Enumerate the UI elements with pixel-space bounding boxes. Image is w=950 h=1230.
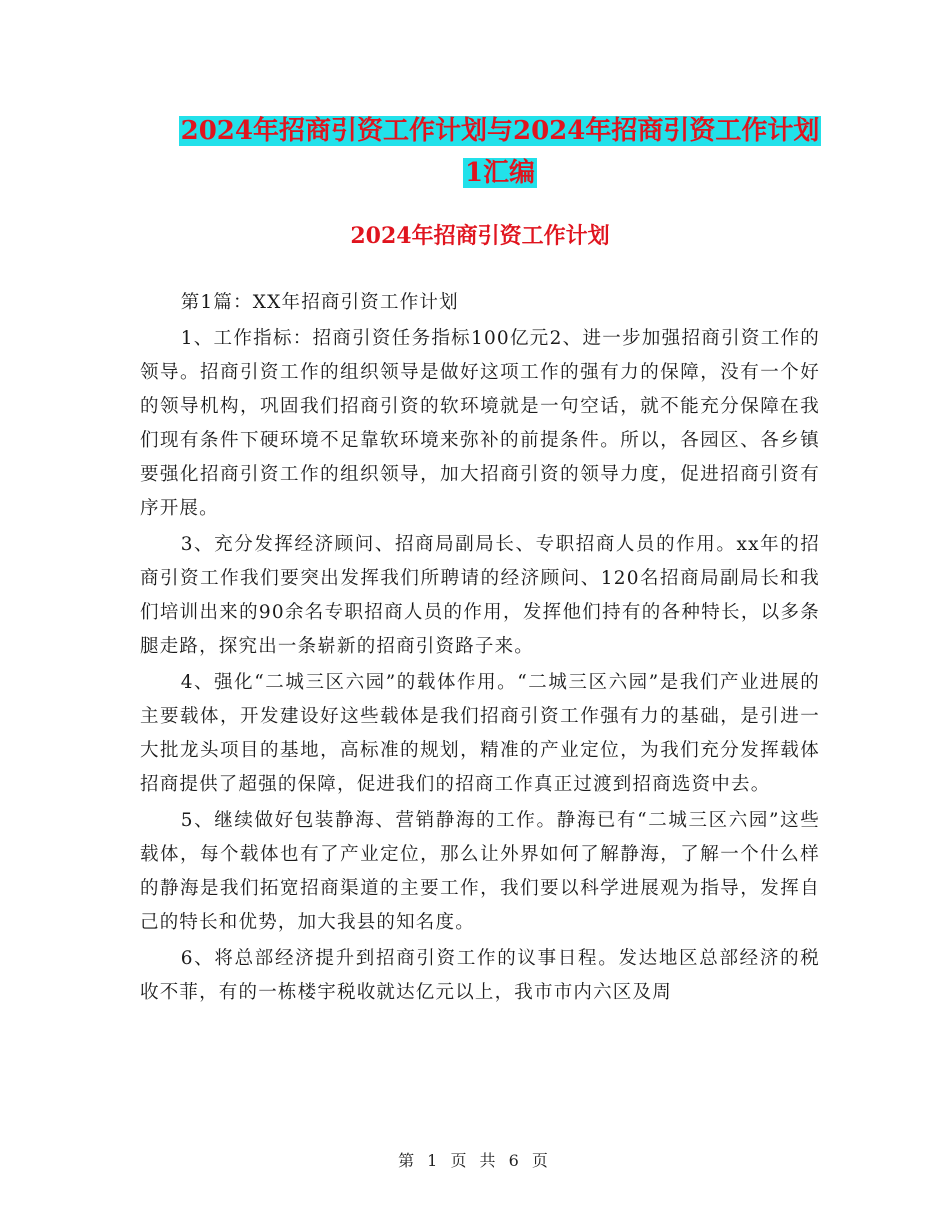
title-line-2: 1汇编 xyxy=(464,158,536,188)
section-title: 2024年招商引资工作计划 xyxy=(350,223,610,249)
paragraph: 5、继续做好包装静海、营销静海的工作。静海已有“二城三区六园”这些载体，每个载体也有了产业定位，那么让外界如何了解静海，了解一个什么样的静海是我们拓宽招商渠道的主要工作，我们要以科学进展观为指导，发挥自己的特长和优势，加大我县的知名度。 xyxy=(140,810,820,933)
paragraph: 1、工作指标：招商引资任务指标100亿元2、进一步加强招商引资工作的领导。招商引资工作的组织领导是做好这项工作的强有力的保障，没有一个好的领导机构，巩固我们招商引资的软环境就是一句空话，就不能充分保障在我们现有条件下硬环境不足靠软环境来弥补的前提条件。所以，各园区、各乡镇要强化招商引资工作的组织领导，加大招商引资的领导力度，促进招商引资有序开展。 xyxy=(140,328,820,519)
paragraph: 6、将总部经济提升到招商引资工作的议事日程。发达地区总部经济的税收不菲，有的一栋楼宇税收就达亿元以上，我市市内六区及周 xyxy=(140,948,820,1003)
paragraph: 4、强化“二城三区六园”的载体作用。“二城三区六园”是我们产业进展的主要载体，开发建设好这些载体是我们招商引资工作强有力的基础，是引进一大批龙头项目的基地，高标准的规划，精准的产业定位，为我们充分发挥载体招商提供了超强的保障，促进我们的招商工作真正过渡到招商选资中去。 xyxy=(140,672,820,795)
document-title xyxy=(140,110,860,194)
paragraph: 第1篇：XX年招商引资工作计划 xyxy=(180,292,459,313)
paragraph: 3、充分发挥经济顾问、招商局副局长、专职招商人员的作用。xx年的招商引资工作我们要突出发挥我们所聘请的经济顾问、120名招商局副局长和我们培训出来的90余名专职招商人员的作用，发挥他们持有的各种特长，以多条腿走路，探究出一条崭新的招商引资路子来。 xyxy=(140,534,820,657)
document-body xyxy=(140,286,820,1010)
title-line-1: 2024年招商引资工作计划与2024年招商引资工作计划 xyxy=(180,116,820,146)
page-footer: 第 1 页 共 6 页 xyxy=(398,1151,552,1170)
